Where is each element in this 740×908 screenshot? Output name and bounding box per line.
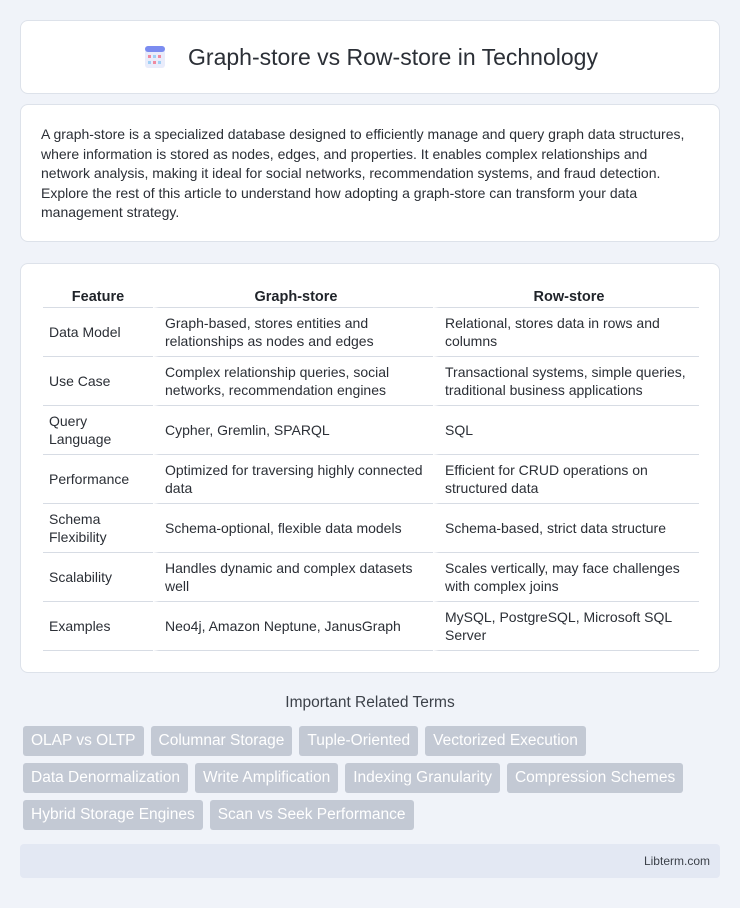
- footer: [20, 844, 720, 878]
- row-store-cell: Transactional systems, simple queries, traditional business applications: [433, 357, 699, 406]
- row-store-cell: Schema-based, strict data structure: [433, 504, 699, 553]
- graph-store-cell: Optimized for traversing highly connected data: [153, 455, 433, 504]
- table-row: [43, 308, 699, 357]
- feature-cell: Use Case: [43, 357, 153, 406]
- table-row: [43, 602, 699, 651]
- comparison-table: [43, 284, 699, 651]
- feature-cell: Query Language: [43, 406, 153, 455]
- table-row: [43, 504, 699, 553]
- row-store-cell: Efficient for CRUD operations on structured data: [433, 455, 699, 504]
- related-term-tag[interactable]: Scan vs Seek Performance: [210, 800, 414, 830]
- header-card: [20, 20, 720, 94]
- feature-cell: Scalability: [43, 553, 153, 602]
- row-store-cell: Relational, stores data in rows and columns: [433, 308, 699, 357]
- footer-site-link[interactable]: Libterm.com: [643, 854, 710, 868]
- feature-cell: Data Model: [43, 308, 153, 357]
- feature-cell: Schema Flexibility: [43, 504, 153, 553]
- graph-store-cell: Graph-based, stores entities and relationships as nodes and edges: [153, 308, 433, 357]
- related-term-tag[interactable]: Columnar Storage: [151, 726, 293, 756]
- related-term-tag[interactable]: Vectorized Execution: [425, 726, 586, 756]
- feature-cell: Performance: [43, 455, 153, 504]
- related-terms-heading: Important Related Terms: [285, 694, 455, 711]
- database-icon: [142, 44, 168, 70]
- related-term-tag[interactable]: Indexing Granularity: [345, 763, 500, 793]
- graph-store-cell: Schema-optional, flexible data models: [153, 504, 433, 553]
- graph-store-cell: Neo4j, Amazon Neptune, JanusGraph: [153, 602, 433, 651]
- related-term-tag[interactable]: OLAP vs OLTP: [23, 726, 144, 756]
- related-term-tag[interactable]: Data Denormalization: [23, 763, 188, 793]
- graph-store-cell: Complex relationship queries, social networks, recommendation engines: [153, 357, 433, 406]
- table-row: [43, 357, 699, 406]
- comparison-card: [20, 263, 720, 673]
- tag-row: [23, 726, 723, 756]
- related-terms-list: [23, 726, 723, 837]
- graph-store-cell: Cypher, Gremlin, SPARQL: [153, 406, 433, 455]
- related-term-tag[interactable]: Hybrid Storage Engines: [23, 800, 203, 830]
- intro-card: [20, 104, 720, 242]
- tag-row: [23, 800, 723, 830]
- table-header-row: [43, 284, 699, 308]
- table-row: [43, 406, 699, 455]
- related-term-tag[interactable]: Compression Schemes: [507, 763, 683, 793]
- header-graph-store: Graph-store: [153, 284, 433, 308]
- header-feature: Feature: [43, 284, 153, 308]
- feature-cell: Examples: [43, 602, 153, 651]
- graph-store-cell: Handles dynamic and complex datasets well: [153, 553, 433, 602]
- row-store-cell: MySQL, PostgreSQL, Microsoft SQL Server: [433, 602, 699, 651]
- tag-row: [23, 763, 723, 793]
- row-store-cell: SQL: [433, 406, 699, 455]
- table-row: [43, 455, 699, 504]
- table-row: [43, 553, 699, 602]
- related-term-tag[interactable]: Write Amplification: [195, 763, 338, 793]
- related-term-tag[interactable]: Tuple-Oriented: [299, 726, 418, 756]
- title-wrap: [142, 44, 598, 71]
- header-row-store: Row-store: [433, 284, 699, 308]
- row-store-cell: Scales vertically, may face challenges with complex joins: [433, 553, 699, 602]
- page-title: Graph-store vs Row-store in Technology: [188, 43, 598, 70]
- intro-paragraph: A graph-store is a specialized database designed to efficiently manage and query graph data structures, where information is stored as nodes, edges, and properties. It enables complex relationships and network analysis, making it ideal for social networks, recommendation systems, and fraud detection. Explore the rest of this article to understand how adopting a graph-store can transform your data management strategy.: [41, 126, 685, 221]
